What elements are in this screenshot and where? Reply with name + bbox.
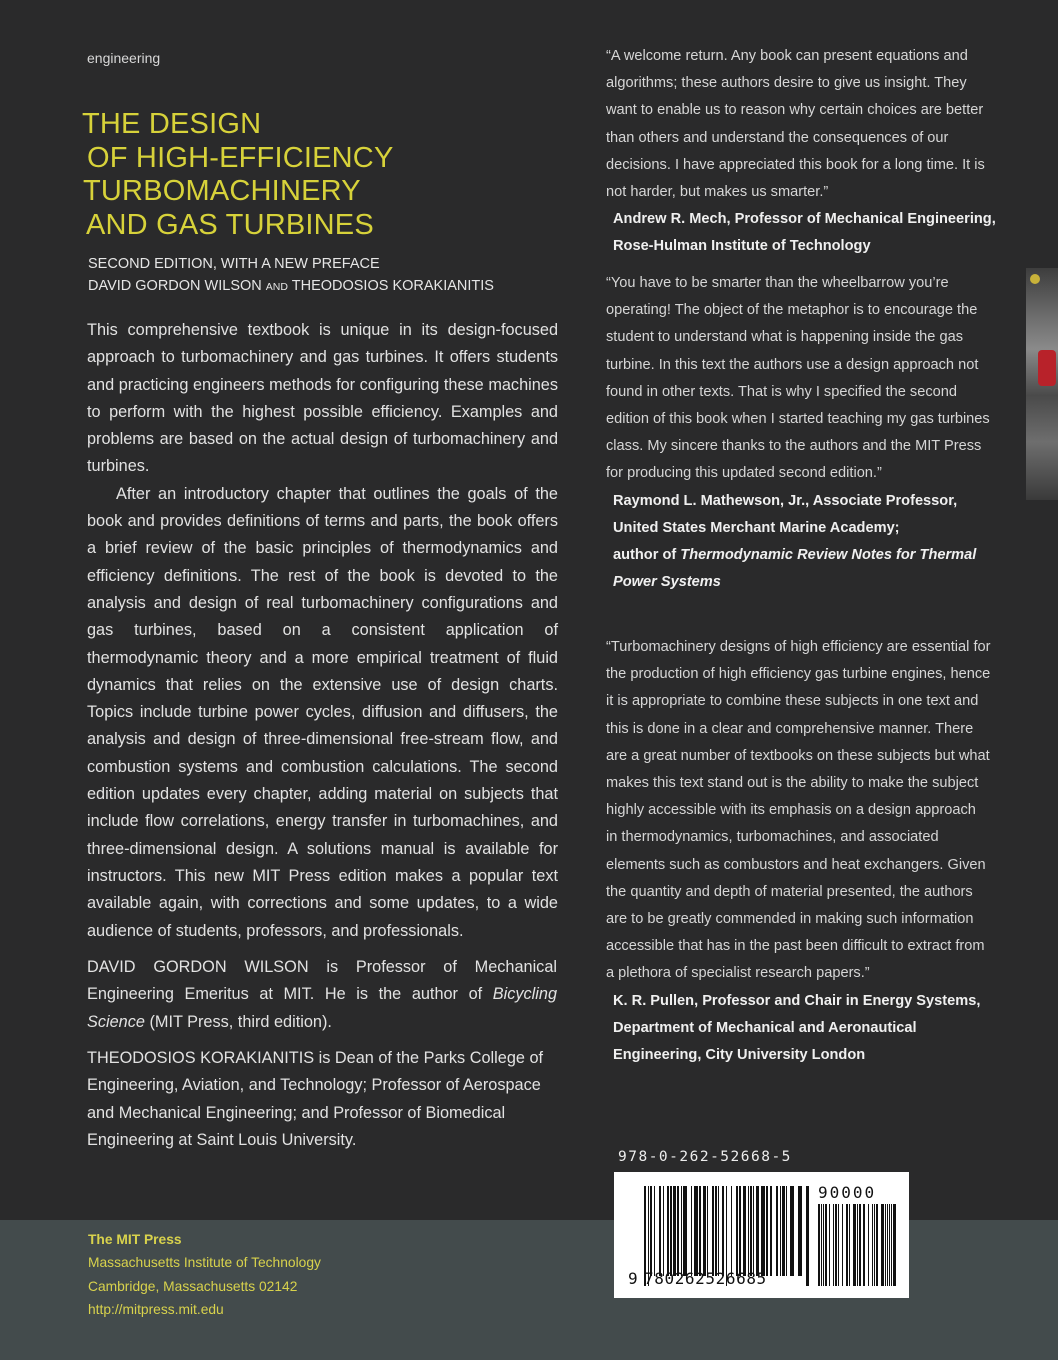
barcode-bar	[667, 1186, 669, 1276]
barcode-addon-bar	[874, 1204, 875, 1286]
category-label: engineering	[87, 50, 161, 66]
turbine-photo	[1026, 268, 1058, 500]
attribution-text: author of	[613, 547, 681, 564]
barcode-bar	[673, 1186, 676, 1276]
barcode-bar	[683, 1186, 687, 1276]
barcode-bar	[790, 1186, 794, 1276]
barcode-addon-bar	[887, 1204, 888, 1286]
barcode-addon-bar	[881, 1204, 884, 1286]
barcode-addon-bar	[872, 1204, 873, 1286]
barcode-bar	[806, 1186, 809, 1286]
edition-label: SECOND EDITION, WITH A NEW PREFACE	[88, 256, 380, 272]
authors-line	[88, 275, 494, 298]
edition-and-authors	[88, 253, 494, 298]
title-line: THE DESIGN	[82, 108, 262, 140]
barcode-bar	[670, 1186, 672, 1276]
isbn-text: 978-0-262-52668-5	[618, 1149, 792, 1165]
barcode-addon-bar	[821, 1204, 822, 1286]
barcode-addon-bars	[818, 1204, 896, 1286]
barcode-addon-bar	[857, 1204, 858, 1286]
barcode-bar	[776, 1186, 778, 1276]
barcode-addon-bar	[849, 1204, 850, 1286]
barcode-bar	[694, 1186, 698, 1276]
barcode-bar	[722, 1186, 724, 1276]
barcode-bar	[782, 1186, 785, 1276]
barcode-bar	[715, 1186, 717, 1276]
barcode-bar	[756, 1186, 759, 1276]
barcode-bar	[770, 1186, 772, 1276]
author-name: DAVID GORDON WILSON	[88, 278, 262, 294]
publisher-block	[88, 1228, 321, 1321]
barcode-addon-bar	[859, 1204, 861, 1286]
barcode-bar	[780, 1186, 781, 1276]
bio-text: (MIT Press, third edition).	[144, 1012, 332, 1031]
publisher-address: Cambridge, Massachusetts 02142	[88, 1278, 298, 1294]
barcode-bar	[750, 1186, 752, 1276]
author-name: THEODOSIOS KORAKIANITIS	[291, 278, 494, 294]
attribution-line: United States Merchant Marine Academy;	[613, 519, 900, 536]
barcode-addon-bar	[818, 1204, 820, 1286]
author-bio: THEODOSIOS KORAKIANITIS is Dean of the Parks College of Engineering, Aviation, and Technology; Professor of Aerospace and Mechanical Engineering; and Professor of Biomedical Engineering at Saint Louis University.	[87, 1049, 544, 1149]
barcode-bar	[736, 1186, 738, 1276]
barcode-bar	[731, 1186, 732, 1276]
quote-attribution	[606, 488, 991, 597]
publisher-address: Massachusetts Institute of Technology	[88, 1255, 321, 1271]
barcode-bar	[761, 1186, 765, 1276]
barcode-addon-bar	[825, 1204, 827, 1286]
barcode-bar	[699, 1186, 701, 1276]
attribution-line: Department of Mechanical and Aeronautical	[613, 1019, 917, 1036]
barcode-left-digit: 9	[628, 1269, 638, 1288]
attribution-line: Raymond L. Mathewson, Jr., Associate Professor,	[613, 492, 958, 509]
bio-text: DAVID GORDON WILSON is Professor of Mechanical Engineering Emeritus at MIT. He is the author of	[87, 958, 557, 1004]
author-bio	[87, 954, 557, 1036]
title-line: TURBOMACHINERY	[83, 175, 361, 207]
publisher-name: The MIT Press	[88, 1232, 182, 1247]
barcode-bar	[766, 1186, 768, 1276]
book-description	[87, 317, 558, 945]
barcode-addon-bar	[842, 1204, 843, 1286]
barcode-addon-bar	[833, 1204, 834, 1286]
barcode-bar	[663, 1186, 664, 1276]
barcode-addon-bar	[846, 1204, 848, 1286]
attribution-book-title: Thermodynamic Review Notes for Thermal Power Systems	[613, 547, 977, 591]
barcode-addon-bar	[829, 1204, 830, 1286]
barcode-bar	[786, 1186, 787, 1276]
barcode-addon-bar	[889, 1204, 890, 1286]
description-paragraph: After an introductory chapter that outlines the goals of the book and provides definitions of terms and parts, the book offers a brief review of the basic principles of thermodynamics and efficiency definitions. The rest of the book is devoted to the analysis and design of real turbomachinery configurations and gas turbines, based on a consistent application of thermodynamic theory and a more empirical treatment of fluid dynamics that relies on the extensive use of design charts. Topics include turbine power cycles, diffusion and diffusers, the analysis and design of three-dimensional free-stream flow, and combustion systems and combustion calculations. The second edition updates every chapter, adding material on subjects that include flow correlations, energy transfer in turbomachines, and three-dimensional design. A solutions manual is available for instructors. This new MIT Press edition makes a popular text available again, with corrections and some updates, to a wide audience of students, professors, and professionals.	[87, 484, 558, 940]
description-paragraph: This comprehensive textbook is unique in its design-focused approach to turbomachinery and gas turbines. It offers students and practicing engineers methods for configuring these machines to perform with the highest possible efficiency. Examples and problems are based on the actual design of turbomachinery and turbines.	[87, 321, 558, 476]
barcode-addon-bar	[868, 1204, 869, 1286]
attribution-line: Rose-Hulman Institute of Technology	[613, 238, 871, 255]
barcode-bar	[739, 1186, 741, 1276]
barcode-main-digits: 780262526685	[644, 1269, 767, 1288]
quote-attribution	[606, 988, 991, 1070]
attribution-line	[613, 542, 991, 596]
quote-attribution	[606, 206, 1001, 260]
barcode-bar	[743, 1186, 746, 1276]
barcode-bar	[681, 1186, 682, 1276]
title-line: OF HIGH-EFFICIENCY	[87, 141, 394, 174]
barcode-addon-bar	[891, 1204, 892, 1286]
barcode-bar	[753, 1186, 754, 1276]
barcode-bar	[654, 1186, 655, 1276]
photo-detail	[1038, 350, 1056, 386]
title-line: AND GAS TURBINES	[86, 208, 374, 241]
barcode-bar	[650, 1186, 652, 1276]
attribution-line: K. R. Pullen, Professor and Chair in Energy Systems,	[613, 992, 981, 1009]
barcode-bar	[707, 1186, 708, 1276]
barcode-bar	[798, 1186, 802, 1276]
attribution-line: Engineering, City University London	[613, 1047, 866, 1064]
barcode-addon-bar	[885, 1204, 886, 1286]
attribution-line: Andrew R. Mech, Professor of Mechanical Engineering,	[613, 211, 996, 228]
and-label: AND	[265, 281, 288, 293]
barcode-addon-bar	[838, 1204, 839, 1286]
barcode-bar	[703, 1186, 706, 1276]
barcode-addon-bar	[893, 1204, 896, 1286]
barcode-bar	[677, 1186, 679, 1276]
barcode-addon-bar	[853, 1204, 856, 1286]
review-quote	[606, 270, 991, 596]
barcode	[614, 1172, 909, 1298]
quote-text: “You have to be smarter than the wheelbarrow you’re operating! The object of the metaphor is to encourage the student to understand what is happening inside the gas turbine. In this text the authors use a design approach not found in other texts. That is why I specified the second edition of this book when I started teaching my gas turbines class. My sincere thanks to the authors and the MIT Press for producing this updated second edition.”	[606, 275, 990, 482]
barcode-bar	[659, 1186, 661, 1276]
photo-detail	[1030, 274, 1040, 284]
barcode-addon-bar	[823, 1204, 824, 1286]
barcode-addon-bar	[863, 1204, 865, 1286]
quote-text: “Turbomachinery designs of high efficiency are essential for the production of high efficiency gas turbine engines, hence it is appropriate to combine these subjects in one text and this is done in a clear and comprehensive manner. There are a great number of textbooks on these subjects but what makes this text stand out is the ability to make the subject highly accessible with its emphasis on a design approach in thermodynamics, turbomachines, and associated elements such as combustors and heat exchangers. Given the quantity and depth of material presented, the authors are to be greatly commended in making such information accessible that has in the past been difficult to extract from a plethora of specialist research papers.”	[606, 639, 991, 982]
barcode-addon-digits: 90000	[818, 1183, 877, 1202]
barcode-bar	[712, 1186, 714, 1276]
barcode-graphic	[614, 1172, 909, 1298]
barcode-bar	[691, 1186, 692, 1276]
bio-book-title: Bicycling Science	[87, 985, 557, 1031]
book-title	[82, 108, 542, 242]
barcode-addon-bar	[876, 1204, 878, 1286]
review-quote	[606, 43, 1001, 261]
publisher-url[interactable]: http://mitpress.mit.edu	[88, 1301, 224, 1317]
barcode-bar	[718, 1186, 719, 1276]
review-quote	[606, 634, 991, 1069]
barcode-addon-bar	[835, 1204, 837, 1286]
barcode-bar	[748, 1186, 749, 1276]
quote-text: “A welcome return. Any book can present equations and algorithms; these authors desire to give us insight. They want to enable us to reason why certain choices are better than others and understand the consequences of our decisions. I have appreciated this book for a long time. It is not harder, but makes us smarter.”	[606, 48, 985, 201]
